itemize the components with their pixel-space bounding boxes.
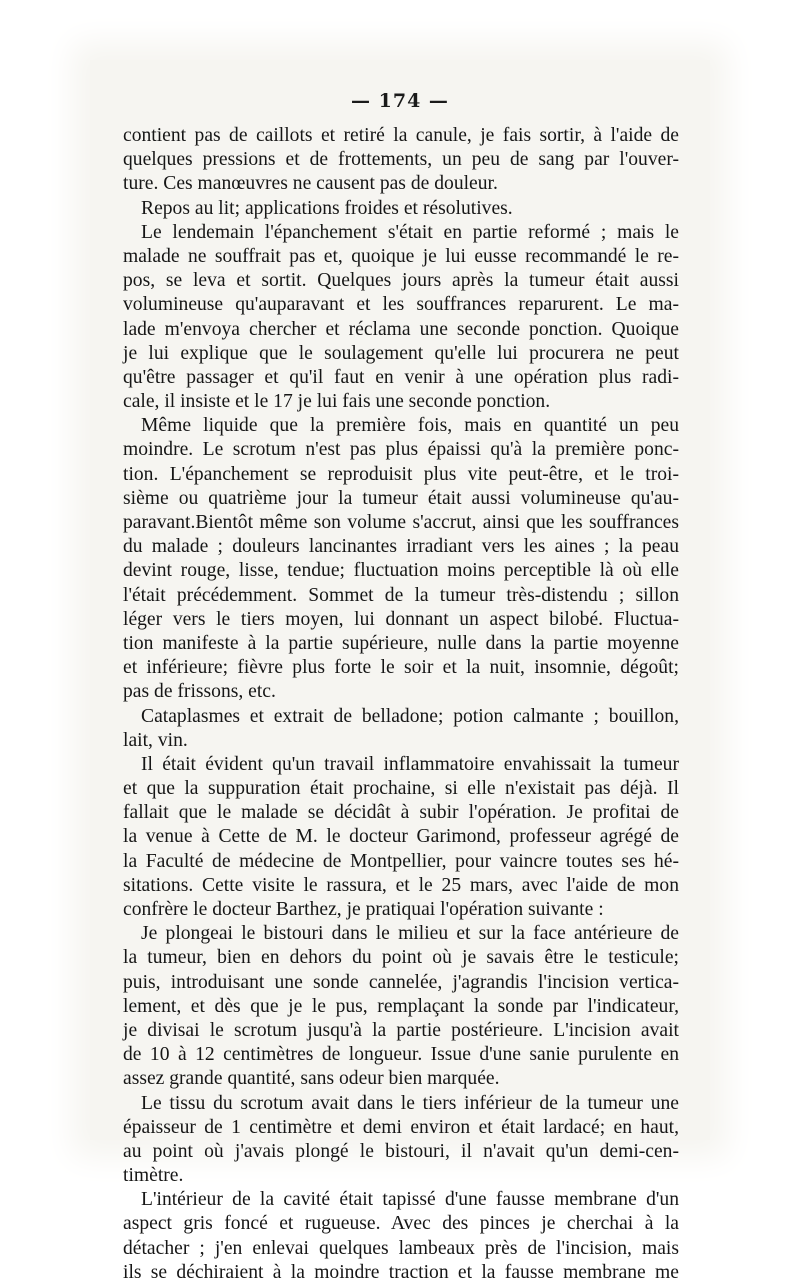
text-line: lement, et dès que je le pus, remplaçant la sonde par l'indicateur, [123, 995, 679, 1017]
text-line: je lui explique que le soulagement qu'elle lui procurera ne peut [123, 342, 679, 364]
text-line: Repos au lit; applications froides et résolutives. [141, 197, 513, 219]
text-line: l'était précédemment. Sommet de la tumeur très-distendu ; sillon [123, 584, 679, 606]
text-line: aspect gris foncé et rugueuse. Avec des pinces je cherchai à la [123, 1213, 679, 1235]
text-line: ture. Ces manœuvres ne causent pas de douleur. [123, 173, 498, 195]
text-line: je divisai le scrotum jusqu'à la partie postérieure. L'incision avait [123, 1019, 679, 1041]
text-line: pos, se leva et sortit. Quelques jours après la tumeur était aussi [123, 270, 679, 292]
text-line: L'intérieur de la cavité était tapissé d'une fausse membrane d'un [141, 1189, 679, 1211]
text-line: pas de frissons, etc. [123, 681, 276, 703]
text-line: tion manifeste à la partie supérieure, nulle dans la partie moyenne [123, 632, 679, 654]
text-line: détacher ; j'en enlevai quelques lambeaux près de l'incision, mais [123, 1237, 679, 1259]
text-line: devint rouge, lisse, tendue; fluctuation moins perceptible là où elle [123, 560, 679, 582]
text-line: Le tissu du scrotum avait dans le tiers inférieur de la tumeur une [141, 1092, 679, 1114]
text-line: Il était évident qu'un travail inflammatoire envahissait la tumeur [141, 753, 679, 775]
text-line: paravant.Bientôt même son volume s'accrut, ainsi que les souffrances [123, 512, 679, 533]
text-line: la Faculté de médecine de Montpellier, pour vaincre toutes ses hé- [123, 850, 679, 872]
text-line: Je plongeai le bistouri dans le milieu et sur la face antérieure de [141, 923, 679, 945]
text-line: puis, introduisant une sonde cannelée, j'agrandis l'incision vertica- [123, 971, 679, 993]
text-line: confrère le docteur Barthez, je pratiquai l'opération suivante : [123, 899, 604, 920]
text-line: volumineuse qu'auparavant et les souffrances reparurent. Le ma- [123, 294, 679, 316]
text-line: du malade ; douleurs lancinantes irradiant vers les aines ; la peau [123, 536, 679, 558]
text-line: assez grande quantité, sans odeur bien marquée. [123, 1068, 500, 1090]
text-line: sième ou quatrième jour la tumeur était aussi volumineuse qu'au- [123, 487, 679, 509]
page-number: — 174 — [351, 90, 449, 112]
text-line: au point où j'avais plongé le bistouri, il n'avait qu'un demi-cen- [123, 1140, 679, 1162]
text-line: lade m'envoya chercher et réclama une seconde ponction. Quoique [123, 318, 679, 340]
text-line: épaisseur de 1 centimètre et demi environ et était lardacé; en haut, [123, 1116, 679, 1138]
book-page [90, 60, 710, 1283]
body-text [123, 124, 679, 1285]
text-line: Le lendemain l'épanchement s'était en partie reformé ; mais le [141, 221, 679, 243]
text-line: fallait que le malade se décidât à subir l'opération. Je profitai de [123, 802, 679, 824]
text-line: et que la suppuration était prochaine, si elle n'existait pas déjà. Il [123, 778, 679, 800]
text-line: ils se déchiraient à la moindre traction et la fausse membrane me [123, 1261, 679, 1283]
text-line: contient pas de caillots et retiré la canule, je fais sortir, à l'aide de [123, 125, 679, 146]
text-line: léger vers le tiers moyen, lui donnant un aspect bilobé. Fluctua- [123, 608, 679, 630]
text-line: qu'être passager et qu'il faut en venir à une opération plus radi- [123, 366, 679, 388]
text-line: timètre. [123, 1165, 184, 1187]
text-line: Même liquide que la première fois, mais en quantité un peu [141, 415, 679, 437]
text-line: la venue à Cette de M. le docteur Garimond, professeur agrégé de [123, 826, 679, 848]
text-line: moindre. Le scrotum n'est pas plus épaissi qu'à la première ponc- [123, 439, 679, 461]
text-line: malade ne souffrait pas et, quoique je lui eusse recommandé le re- [123, 245, 679, 267]
text-line: Cataplasmes et extrait de belladone; potion calmante ; bouillon, [141, 705, 679, 727]
text-line: quelques pressions et de frottements, un peu de sang par l'ouver- [123, 149, 679, 171]
text-line: la tumeur, bien en dehors du point où je savais être le testicule; [123, 947, 679, 969]
text-line: cale, il insiste et le 17 je lui fais une seconde ponction. [123, 391, 551, 413]
text-line: sitations. Cette visite le rassura, et le 25 mars, avec l'aide de mon [123, 874, 679, 896]
text-line: tion. L'épanchement se reproduisit plus vite peut-être, et le troi- [123, 463, 679, 485]
text-line: et inférieure; fièvre plus forte le soir et la nuit, insomnie, dégoût; [123, 657, 679, 679]
text-line: de 10 à 12 centimètres de longueur. Issue d'une sanie purulente en [123, 1044, 679, 1066]
text-line: lait, vin. [123, 729, 188, 751]
